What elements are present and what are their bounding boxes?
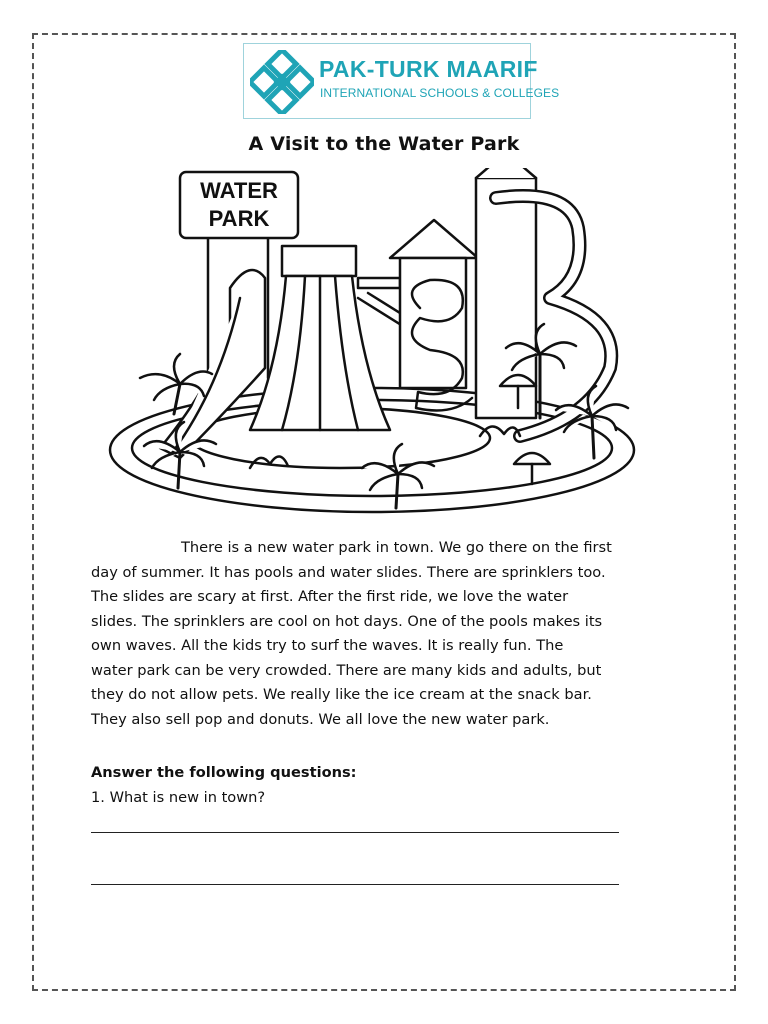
passage-line: They also sell pop and donuts. We all love the new water park. [91, 710, 550, 728]
passage-line: water park can be very crowded. There are many kids and adults, but [91, 661, 602, 679]
passage-line: slides. The sprinklers are cool on hot days. One of the pools makes its [91, 612, 603, 630]
sign-text-park: PARK [208, 206, 270, 231]
water-park-illustration [100, 168, 660, 528]
answer-line[interactable] [91, 832, 619, 833]
reading-passage [91, 536, 679, 732]
maarif-emblem-icon [250, 50, 314, 114]
school-logo [243, 43, 560, 119]
passage-line: day of summer. It has pools and water slides. There are sprinklers too. [91, 563, 606, 581]
question-1: 1. What is new in town? [91, 789, 266, 806]
sign-text-water: WATER [200, 178, 278, 203]
answer-line[interactable] [91, 884, 619, 885]
questions-heading: Answer the following questions: [91, 764, 357, 781]
logo-subtitle: INTERNATIONAL SCHOOLS & COLLEGES [320, 86, 560, 100]
passage-line: The slides are scary at first. After the first ride, we love the water [91, 588, 569, 605]
passage-line: own waves. All the kids try to surf the waves. It is really fun. The [91, 637, 564, 654]
logo-title: PAK-TURK MAARIF [319, 56, 538, 82]
passage-line: they do not allow pets. We really like the ice cream at the snack bar. [91, 686, 592, 703]
worksheet-title: A Visit to the Water Park [248, 133, 520, 155]
passage-line: There is a new water park in town. We go there on the first [181, 539, 612, 556]
